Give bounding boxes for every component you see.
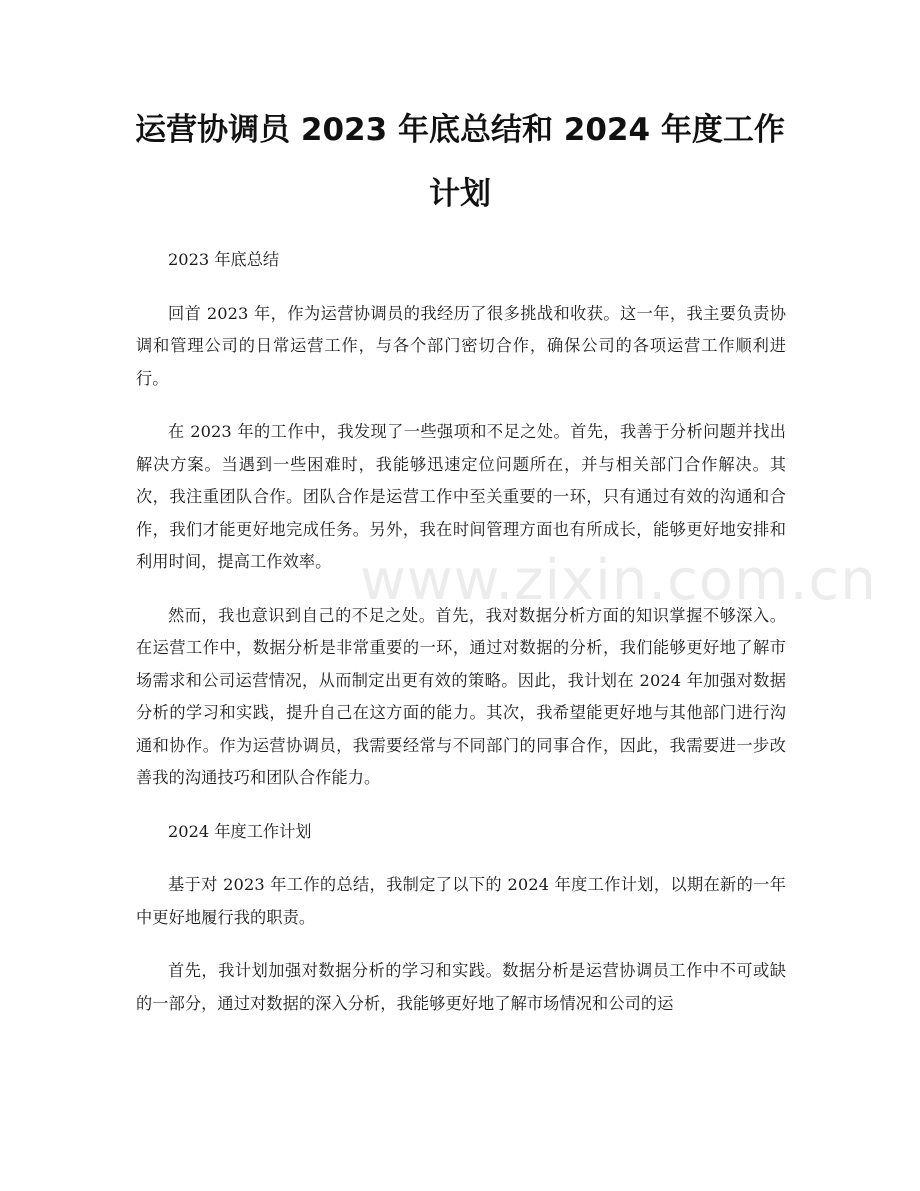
section-heading-2023-summary: 2023 年底总结 (168, 250, 280, 269)
paragraph: 回首 2023 年，作为运营协调员的我经历了很多挑战和收获。这一年，我主要负责协调和管理公司的日常运营工作，与各个部门密切合作，确保公司的各项运营工作顺利进行。 (136, 303, 786, 388)
paragraph: 首先，我计划加强对数据分析的学习和实践。数据分析是运营协调员工作中不可或缺的一部分，通过对数据的深入分析，我能够更好地了解市场情况和公司的运 (136, 961, 786, 1013)
section-heading-2024-plan: 2024 年度工作计划 (168, 821, 312, 841)
paragraph: 然而，我也意识到自己的不足之处。首先，我对数据分析方面的知识掌握不够深入。在运营工作中，数据分析是非常重要的一环，通过对数据的分析，我们能够更好地了解市场需求和公司运营情况，从而制定出更有效的策略。因此，我计划在 2024 年加强对数据分析的学习和实践，提升自己在这方面的能力。其次，我希望能更好地与其他部门进行沟通和协作。作为运营协调员，我需要经常与不同部门的同事合作，因此，我需要进一步改善我的沟通技巧和团队合作能力。 (136, 605, 786, 787)
watermark: www.zixin.com.cn (360, 548, 877, 613)
paragraph: 在 2023 年的工作中，我发现了一些强项和不足之处。首先，我善于分析问题并找出解决方案。当遇到一些困难时，我能够迅速定位问题所在，并与相关部门合作解决。其次，我注重团队合作。团队合作是运营工作中至关重要的一环，只有通过有效的沟通和合作，我们才能更好地完成任务。另外，我在时间管理方面也有所成长，能够更好地安排和利用时间，提高工作效率。 (136, 422, 786, 571)
document-body (136, 244, 786, 1041)
document-title: 运营协调员 2023 年底总结和 2024 年度工作计划 (135, 112, 785, 212)
paragraph: 基于对 2023 年工作的总结，我制定了以下的 2024 年度工作计划，以期在新的一年中更好地履行我的职责。 (136, 875, 786, 927)
